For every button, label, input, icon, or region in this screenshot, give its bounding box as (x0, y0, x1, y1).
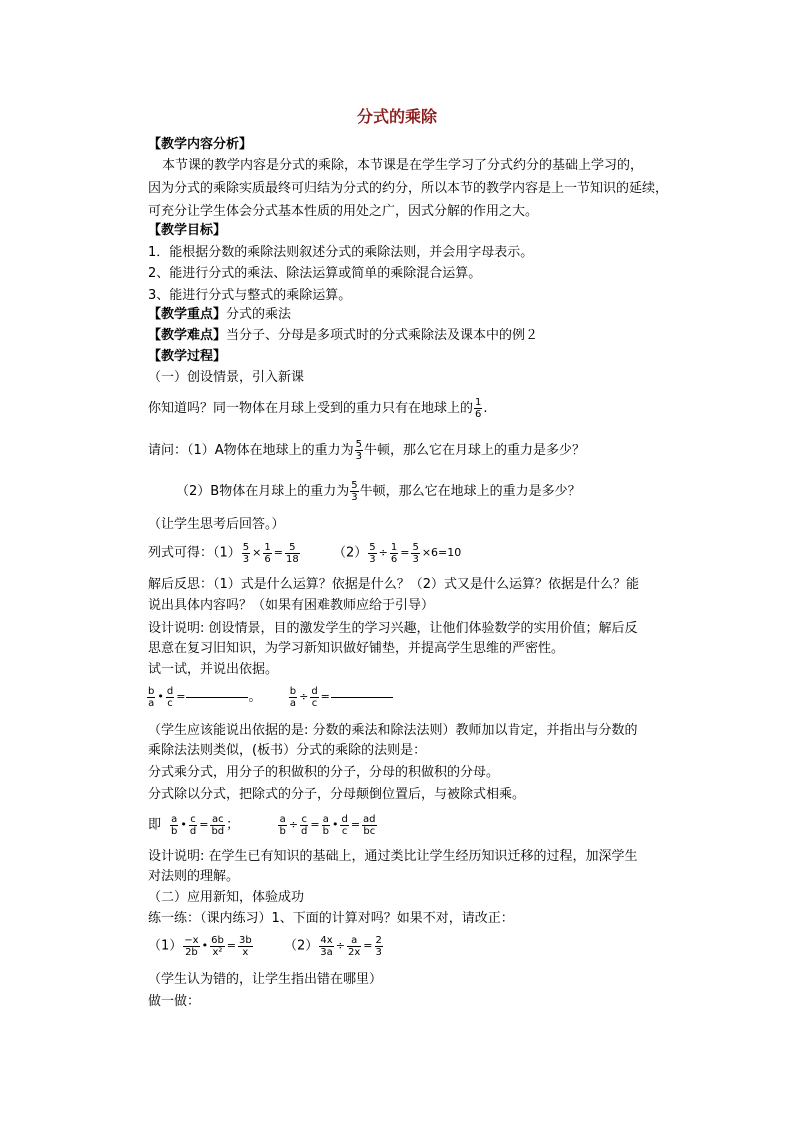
analysis-line-1: 本节课的教学内容是分式的乘除，本节课是在学生学习了分式约分的基础上学习的， (162, 158, 644, 173)
question-2 (176, 477, 581, 507)
question-2-pre: （2）B物体在月球上的重力为 (176, 484, 350, 499)
denominator: b (171, 825, 178, 837)
denominator: 3a (320, 946, 333, 958)
rule1-fraction-b (189, 814, 197, 837)
equals-operator: = (273, 546, 283, 559)
denominator: 3 (242, 553, 250, 565)
numerator: 5 (285, 542, 300, 554)
answer-blank-2[interactable] (331, 697, 393, 698)
practice1-fraction-c (238, 935, 253, 958)
question-1 (148, 436, 585, 466)
formula1-fraction-a (242, 542, 250, 565)
note-line-2: 乘除法法则类似，(板书）分式的乘除的法则是： (148, 743, 427, 758)
formula2-fraction-b (390, 542, 398, 565)
objective-item-3: 3、能进行分式与整式的乘除运算。 (148, 288, 352, 303)
denominator: bd (211, 825, 225, 837)
try-prompt: 试一试，并说出依据。 (148, 662, 279, 677)
formula2-fraction-a (368, 542, 376, 565)
question-intro-end: . (483, 401, 488, 416)
numerator: 5 (369, 541, 376, 553)
denominator: c (341, 825, 348, 837)
key-point-text: 分式的乘法 (226, 307, 292, 322)
try2-fraction-a (289, 686, 297, 709)
denominator: 6 (264, 553, 271, 565)
denominator: d (301, 825, 308, 837)
section-content-analysis: 【教学内容分析】 (148, 137, 253, 152)
difficulty-line (148, 327, 538, 345)
numerator: a (322, 813, 329, 825)
practice2-fraction-b (347, 935, 361, 958)
difficulty-text: 当分子、分母是多项式时的分式乘除法及课本中的例２ (226, 328, 539, 343)
times-operator: × (252, 546, 262, 559)
numerator: 1 (390, 541, 398, 553)
fraction-denominator: 3 (355, 451, 363, 462)
key-point-line (148, 306, 291, 324)
denominator: x² (212, 946, 223, 958)
student-note: （学生认为错的，让学生指出错在哪里） (148, 972, 383, 987)
question-intro-text: 你知道吗？同一物体在月球上受到的重力只有在地球上的 (148, 401, 474, 416)
think-note: （让学生思考后回答。） (148, 517, 285, 532)
numerator: ad (363, 813, 376, 825)
equals-operator: = (363, 939, 373, 952)
dot-operator: • (180, 818, 187, 831)
objective-item-1: 1．能根据分数的乘除法则叙述分式的乘除法则，并会用字母表示。 (148, 245, 534, 260)
dot-operator: • (331, 818, 339, 831)
numerator: b (289, 685, 297, 697)
practice2-fraction-a (319, 935, 334, 958)
numerator: d (311, 685, 318, 697)
denominator: 3 (369, 553, 376, 565)
numerator: 3b (239, 934, 252, 946)
denominator: a (289, 697, 296, 709)
part2-heading: （二）应用新知，体验成功 (148, 890, 305, 905)
equals-operator: = (176, 690, 186, 703)
numerator: 1 (264, 541, 271, 553)
formula2-label: （2） (332, 545, 368, 561)
fraction-denominator: 3 (351, 492, 358, 503)
denominator: 3 (375, 946, 382, 958)
answer-blank-1[interactable] (186, 697, 248, 698)
denominator: 6 (390, 553, 398, 565)
equals-operator: = (199, 818, 209, 831)
practice1-fraction-a (183, 935, 199, 958)
denominator: c (167, 697, 173, 709)
rule2-fraction-e (362, 814, 376, 837)
fraction-numerator: 5 (351, 480, 358, 491)
equals-operator: = (400, 546, 410, 559)
fraction-numerator: 5 (355, 439, 363, 450)
dot-operator: • (201, 939, 209, 952)
ji-label: 即 (148, 817, 162, 833)
numerator: −x (184, 934, 199, 946)
formula2-fraction-c (411, 542, 419, 565)
formula1-fraction-b (263, 542, 271, 565)
rule2-fraction-c (322, 814, 330, 837)
fraction-denominator: 6 (475, 409, 482, 420)
question-1-post: 牛顿，那么它在月球上的重力是多少？ (364, 443, 586, 458)
try1-end: 。 (248, 689, 262, 705)
question-2-post: 牛顿，那么它在地球上的重力是多少？ (359, 484, 581, 499)
fraction-five-thirds (350, 480, 358, 503)
do-it-prompt: 做一做： (148, 994, 201, 1009)
denominator: b (322, 825, 329, 837)
numerator: a (279, 813, 286, 825)
rule-divide: 分式除以分式，把除式的分子，分母颠倒位置后，与被除式相乘。 (148, 787, 526, 802)
numerator: d (166, 685, 174, 697)
design2-note-2: 对法则的理解。 (148, 869, 240, 884)
fraction-numerator: 1 (475, 397, 482, 408)
key-point-label: 【教学重点】 (148, 307, 227, 322)
denominator: 2x (348, 946, 361, 958)
dot-operator: • (157, 690, 164, 703)
question-intro (148, 394, 488, 424)
try1-fraction-b (166, 686, 174, 709)
section-objectives: 【教学目标】 (148, 223, 227, 238)
try1-fraction-a (147, 686, 155, 709)
rule1-fraction-a (170, 814, 178, 837)
difficulty-label: 【教学难点】 (148, 328, 227, 343)
denominator: d (189, 825, 197, 837)
numerator: 5 (412, 541, 419, 553)
design-note-1: 设计说明: 创设情景，目的激发学生的学习兴趣，让他们体验数学的实用价值；解后反 (148, 621, 638, 636)
numerator: 4x (320, 934, 333, 946)
formula1-fraction-c (285, 542, 300, 565)
design-note-2: 思意在复习旧知识，为学习新知识做好铺垫，并提高学生思维的严密性。 (148, 641, 565, 656)
denominator: c (311, 697, 318, 709)
question-1-pre: 请问：（1）A物体在地球上的重力为 (148, 443, 354, 458)
divide-operator: ÷ (288, 818, 299, 831)
formula-line (148, 538, 462, 569)
denominator: bc (363, 825, 376, 837)
analysis-line-2: 因为分式的乘除实质最终可归结为分式的约分，所以本节的教学内容是上一节知识的延续， (148, 181, 669, 196)
equals-operator: = (350, 818, 361, 831)
practice1-fraction-b (210, 935, 225, 958)
denominator: a (148, 697, 155, 709)
rule1-end: ； (226, 817, 240, 833)
numerator: c (301, 813, 307, 825)
formula-label: 列式可得：（1） (148, 545, 241, 561)
numerator: 6b (211, 934, 224, 946)
section-process: 【教学过程】 (148, 349, 227, 364)
rule2-fraction-d (340, 814, 348, 837)
try2-fraction-b (310, 686, 318, 709)
divide-operator: ÷ (335, 939, 346, 952)
practice1-label: （1） (148, 938, 183, 954)
denominator: b (279, 825, 286, 837)
note-line-1: （学生应该能说出依据的是: 分数的乘法和除法法则）教师加以肯定，并指出与分数的 (148, 723, 638, 738)
rule2-fraction-a (278, 814, 286, 837)
numerator: a (171, 813, 178, 825)
page-title: 分式的乘除 (356, 107, 437, 126)
denominator: x (242, 946, 249, 958)
rule-formulas (148, 810, 378, 841)
design2-note-1: 设计说明: 在学生已有知识的基础上，通过类比让学生经历知识迁移的过程，加深学生 (148, 849, 638, 864)
equals-operator: = (320, 690, 330, 703)
try-formulas (146, 682, 393, 713)
analysis-line-3: 可充分让学生体会分式基本性质的用处之广，因式分解的作用之大。 (148, 204, 539, 219)
numerator: b (148, 685, 155, 697)
objective-item-2: 2、能进行分式的乘法、除法运算或简单的乘除混合运算。 (148, 266, 482, 281)
rule1-fraction-c (210, 814, 225, 837)
fraction-five-thirds (355, 439, 363, 462)
practice-prompt: 练一练：（课内练习）1、下面的计算对吗？如果不对，请改正： (148, 911, 514, 926)
practice2-label: （2） (284, 938, 319, 954)
divide-operator: ÷ (299, 690, 309, 703)
denominator: 3 (412, 553, 419, 565)
numerator: c (190, 813, 196, 825)
numerator: d (341, 813, 348, 825)
denominator: 18 (285, 553, 299, 565)
rule-multiply: 分式乘分式，用分子的积做积的分子，分母的积做积的分母。 (148, 765, 500, 780)
numerator: a (347, 935, 361, 947)
formula2-tail: ×6=10 (421, 546, 462, 559)
fraction-one-sixth (474, 397, 482, 420)
numerator: 2 (375, 934, 382, 946)
part1-heading: （一）创设情景，引入新课 (148, 370, 305, 385)
reflect-line-1: 解后反思：（1）式是什么运算？依据是什么？（2）式又是什么运算？依据是什么？能 (148, 577, 640, 592)
reflect-line-2: 说出具体内容吗？（如果有困难教师应给于引导） (148, 598, 435, 613)
divide-operator: ÷ (378, 546, 388, 559)
denominator: 2b (185, 946, 198, 958)
equals-operator: = (310, 818, 320, 831)
equals-operator: = (226, 939, 237, 952)
practice-formulas (148, 931, 384, 962)
numerator: ac (211, 813, 224, 825)
rule2-fraction-b (300, 814, 308, 837)
practice2-fraction-c (375, 935, 383, 958)
numerator: 5 (242, 541, 250, 553)
